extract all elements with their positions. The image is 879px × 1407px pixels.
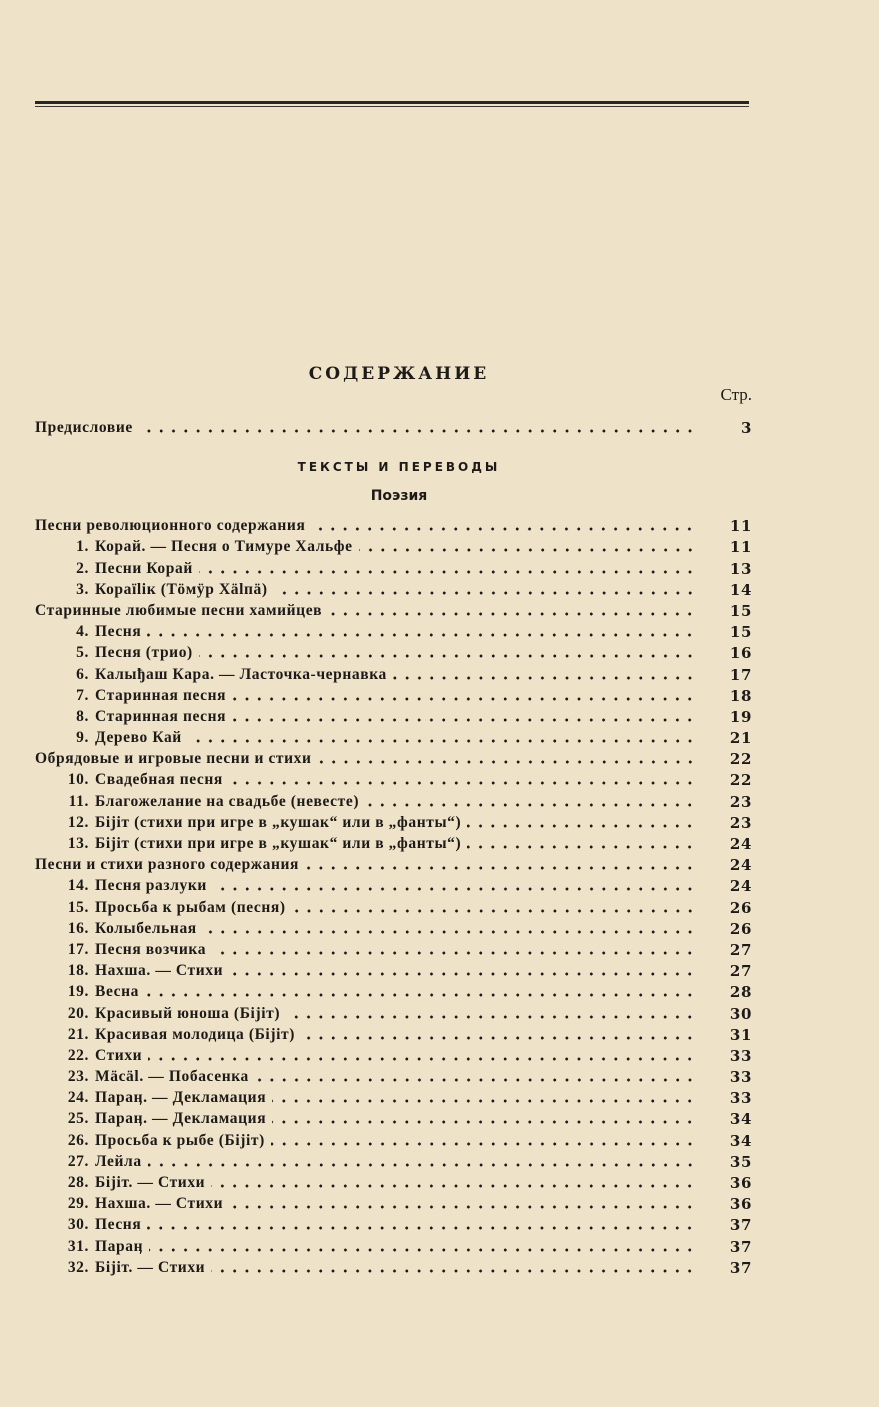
entry-page: 24 xyxy=(729,835,752,853)
dot-leader xyxy=(199,570,696,574)
entry-number: 29. xyxy=(67,1195,89,1213)
entry-title: Красивая молодица (Бijiт) xyxy=(95,1025,295,1043)
entry-page: 33 xyxy=(729,1068,752,1087)
dot-leader xyxy=(229,1205,696,1209)
entry-title: Дерево Кай xyxy=(95,729,182,747)
entry-page: 23 xyxy=(729,813,752,832)
entry-page: 26 xyxy=(729,919,752,938)
toc-group-heading xyxy=(35,599,752,620)
dot-leader xyxy=(211,1184,696,1188)
toc-entry xyxy=(35,1086,752,1107)
toc-list xyxy=(35,514,752,1277)
dot-leader xyxy=(148,1163,696,1167)
toc-entry xyxy=(35,1001,752,1022)
dot-leader xyxy=(232,718,696,722)
entry-number: 11. xyxy=(68,792,89,810)
entry-title: Лейла xyxy=(95,1152,142,1170)
entry-number: 4. xyxy=(76,623,89,641)
entry-title: Мäcäl. — Побасенка xyxy=(95,1068,249,1086)
entry-title: Параӊ xyxy=(95,1237,144,1255)
entry-number: 6. xyxy=(76,665,89,683)
toc-entry xyxy=(35,1044,752,1065)
entry-title: Песня xyxy=(95,1216,142,1234)
entry-page: 33 xyxy=(729,1089,752,1108)
entry-title: Старинная песня xyxy=(95,707,227,725)
entry-number: 10. xyxy=(67,771,89,789)
toc-entry xyxy=(35,980,752,1001)
entry-number: 28. xyxy=(67,1174,89,1191)
entry-number: 20. xyxy=(67,1004,89,1022)
dot-leader xyxy=(149,1248,696,1252)
toc-group-heading xyxy=(35,514,752,535)
entry-number: 8. xyxy=(76,707,89,725)
entry-title: Параӊ. — Декламация xyxy=(95,1110,267,1128)
toc-entry xyxy=(35,1107,752,1128)
entry-number: 22. xyxy=(67,1046,89,1064)
entry-number: 7. xyxy=(76,686,89,704)
dot-leader xyxy=(212,951,696,955)
preface-page: 3 xyxy=(740,419,752,438)
header-rule-thin xyxy=(35,106,749,107)
toc-entry xyxy=(35,917,752,938)
group-page: 22 xyxy=(729,750,752,769)
entry-title: Бijiт (стихи при игре в „кушак“ или в „фанты“) xyxy=(95,835,462,852)
entry-page: 16 xyxy=(729,644,752,663)
entry-page: 18 xyxy=(729,686,752,705)
entry-page: 37 xyxy=(729,1237,752,1256)
entry-page: 30 xyxy=(729,1004,752,1023)
toc-entry xyxy=(35,1171,752,1192)
subsection-heading: Поэзия xyxy=(370,488,428,504)
toc-entry xyxy=(35,938,752,959)
toc-entry xyxy=(35,684,752,705)
entry-page: 34 xyxy=(729,1110,752,1129)
dot-leader xyxy=(272,1099,696,1103)
toc-entry xyxy=(35,895,752,916)
toc-entry xyxy=(35,789,752,810)
toc-group-heading xyxy=(35,853,752,874)
toc-entry xyxy=(35,1213,752,1234)
entry-title: Песня возчика xyxy=(95,940,207,958)
entry-title: Красивый юноша (Бijiт) xyxy=(95,1004,281,1022)
toc-entry xyxy=(35,1234,752,1255)
entry-title: Песня xyxy=(95,623,142,641)
entry-number: 18. xyxy=(67,962,89,980)
toc-group-heading xyxy=(35,747,752,768)
dot-leader xyxy=(301,1036,696,1040)
entry-number: 1. xyxy=(76,538,89,556)
dot-leader xyxy=(311,527,696,531)
entry-number: 15. xyxy=(67,898,89,916)
entry-number: 5. xyxy=(76,644,89,662)
toc-entry xyxy=(35,1256,752,1277)
dot-leader xyxy=(139,429,696,433)
entry-number: 12. xyxy=(67,813,89,831)
entry-number: 32. xyxy=(67,1258,89,1276)
toc-entry xyxy=(35,662,752,683)
dot-leader xyxy=(365,803,696,807)
toc-entry xyxy=(35,535,752,556)
dot-leader xyxy=(147,1226,696,1230)
entry-title: Свадебная песня xyxy=(95,771,223,789)
dot-leader xyxy=(188,739,696,743)
entry-title: Бijiт (стихи при игре в „кушак“ или в „фанты“) xyxy=(95,813,462,831)
dot-leader xyxy=(328,612,696,616)
entry-number: 14. xyxy=(67,877,89,895)
dot-leader xyxy=(393,676,696,680)
entry-title: Бijiт. — Стихи xyxy=(95,1174,206,1191)
entry-title: Весна xyxy=(95,983,139,1001)
entry-title: Песня разлуки xyxy=(95,877,207,895)
entry-number: 3. xyxy=(76,580,89,598)
entry-title: Корай. — Песня о Тимуре Хальфе xyxy=(95,538,353,556)
entry-title: Нахша. — Стихи xyxy=(95,962,224,980)
entry-page: 24 xyxy=(729,877,752,896)
dot-leader xyxy=(305,866,696,870)
dot-leader xyxy=(467,845,696,849)
toc-entry xyxy=(35,641,752,662)
dot-leader xyxy=(292,909,696,913)
toc-entry xyxy=(35,959,752,980)
dot-leader xyxy=(229,972,696,976)
dot-leader xyxy=(147,633,696,637)
group-page: 11 xyxy=(729,517,752,536)
dot-leader xyxy=(199,654,696,658)
toc-entry xyxy=(35,726,752,747)
dot-leader xyxy=(272,1120,696,1124)
entry-title: Колыбельная xyxy=(95,919,197,937)
entry-number: 25. xyxy=(67,1110,89,1128)
entry-title: Калыђаш Кара. — Ласточка-чернавка xyxy=(95,665,387,683)
entry-title: Кораїlік (Тӧмӱр Хälпä) xyxy=(95,580,268,598)
entry-page: 34 xyxy=(729,1131,752,1150)
preface-entry xyxy=(35,416,752,437)
entry-page: 14 xyxy=(729,580,752,599)
dot-leader xyxy=(148,1057,696,1061)
entry-page: 28 xyxy=(729,983,752,1002)
entry-number: 9. xyxy=(76,729,89,747)
entry-page: 27 xyxy=(729,962,752,981)
entry-page: 23 xyxy=(729,792,752,811)
page-title: СОДЕРЖАНИЕ xyxy=(308,364,490,384)
entry-number: 16. xyxy=(67,919,89,937)
group-page: 15 xyxy=(729,601,752,620)
entry-page: 11 xyxy=(729,538,752,557)
header-rule-thick xyxy=(35,101,749,104)
entry-title: Песня (трио) xyxy=(95,644,193,662)
entry-number: 31. xyxy=(67,1237,89,1255)
dot-leader xyxy=(211,1269,696,1273)
dot-leader xyxy=(203,930,696,934)
dot-leader xyxy=(229,781,696,785)
entry-page: 22 xyxy=(729,771,752,790)
entry-page: 35 xyxy=(729,1152,752,1171)
section-heading: ТЕКСТЫ И ПЕРЕВОДЫ xyxy=(297,460,501,474)
dot-leader xyxy=(255,1078,696,1082)
entry-title: Стихи xyxy=(95,1046,143,1064)
toc-entry xyxy=(35,1192,752,1213)
entry-page: 19 xyxy=(729,707,752,726)
entry-page: 15 xyxy=(729,623,752,642)
toc-entry xyxy=(35,705,752,726)
entry-page: 36 xyxy=(729,1174,752,1192)
dot-leader xyxy=(318,760,696,764)
toc-entry xyxy=(35,556,752,577)
dot-leader xyxy=(467,824,696,828)
toc-entry xyxy=(35,1065,752,1086)
group-title: Песни и стихи разного содержания xyxy=(35,856,300,874)
toc-entry xyxy=(35,1023,752,1044)
toc-entry xyxy=(35,1128,752,1149)
toc-entry xyxy=(35,874,752,895)
entry-title: Бijiт. — Стихи xyxy=(95,1258,206,1276)
entry-title: Просьба к рыбам (песня) xyxy=(95,898,286,916)
toc-entry xyxy=(35,578,752,599)
dot-leader xyxy=(359,548,696,552)
toc-entry xyxy=(35,811,752,832)
entry-title: Старинная песня xyxy=(95,686,227,704)
entry-number: 21. xyxy=(67,1025,89,1043)
entry-page: 36 xyxy=(729,1195,752,1214)
entry-number: 13. xyxy=(67,835,89,852)
entry-page: 37 xyxy=(729,1216,752,1235)
toc-entry xyxy=(35,620,752,641)
page-column-label: Стр. xyxy=(720,385,752,404)
entry-number: 30. xyxy=(67,1216,89,1234)
group-title: Обрядовые и игровые песни и стихи xyxy=(35,750,312,768)
dot-leader xyxy=(286,1015,696,1019)
entry-title: Просьба к рыбе (Бijiт) xyxy=(95,1131,265,1149)
dot-leader xyxy=(271,1142,696,1146)
entry-page: 27 xyxy=(729,940,752,959)
dot-leader xyxy=(145,993,696,997)
entry-number: 17. xyxy=(67,940,89,958)
toc-entry xyxy=(35,832,752,853)
entry-page: 26 xyxy=(729,898,752,917)
toc-entry xyxy=(35,768,752,789)
group-page: 24 xyxy=(729,856,752,875)
entry-number: 26. xyxy=(67,1131,89,1149)
entry-number: 19. xyxy=(67,983,89,1001)
entry-title: Нахша. — Стихи xyxy=(95,1195,224,1213)
group-title: Песни революционного содержания xyxy=(35,517,306,535)
dot-leader xyxy=(274,591,696,595)
entry-title: Песни Корай xyxy=(95,559,193,577)
entry-page: 31 xyxy=(729,1025,752,1044)
dot-leader xyxy=(213,887,696,891)
entry-page: 33 xyxy=(729,1046,752,1065)
entry-number: 27. xyxy=(67,1152,89,1170)
entry-page: 13 xyxy=(729,559,752,578)
dot-leader xyxy=(232,697,696,701)
entry-number: 23. xyxy=(67,1068,89,1086)
toc-entry xyxy=(35,1150,752,1171)
preface-title: Предисловие xyxy=(35,419,133,437)
entry-number: 2. xyxy=(76,559,89,577)
entry-page: 37 xyxy=(729,1258,752,1277)
group-title: Старинные любимые песни хамийцев xyxy=(35,601,323,619)
entry-title: Благожелание на свадьбе (невесте) xyxy=(95,792,360,810)
entry-page: 17 xyxy=(729,665,752,684)
entry-title: Параӊ. — Декламация xyxy=(95,1089,267,1107)
entry-page: 21 xyxy=(729,729,752,748)
entry-number: 24. xyxy=(67,1089,89,1107)
